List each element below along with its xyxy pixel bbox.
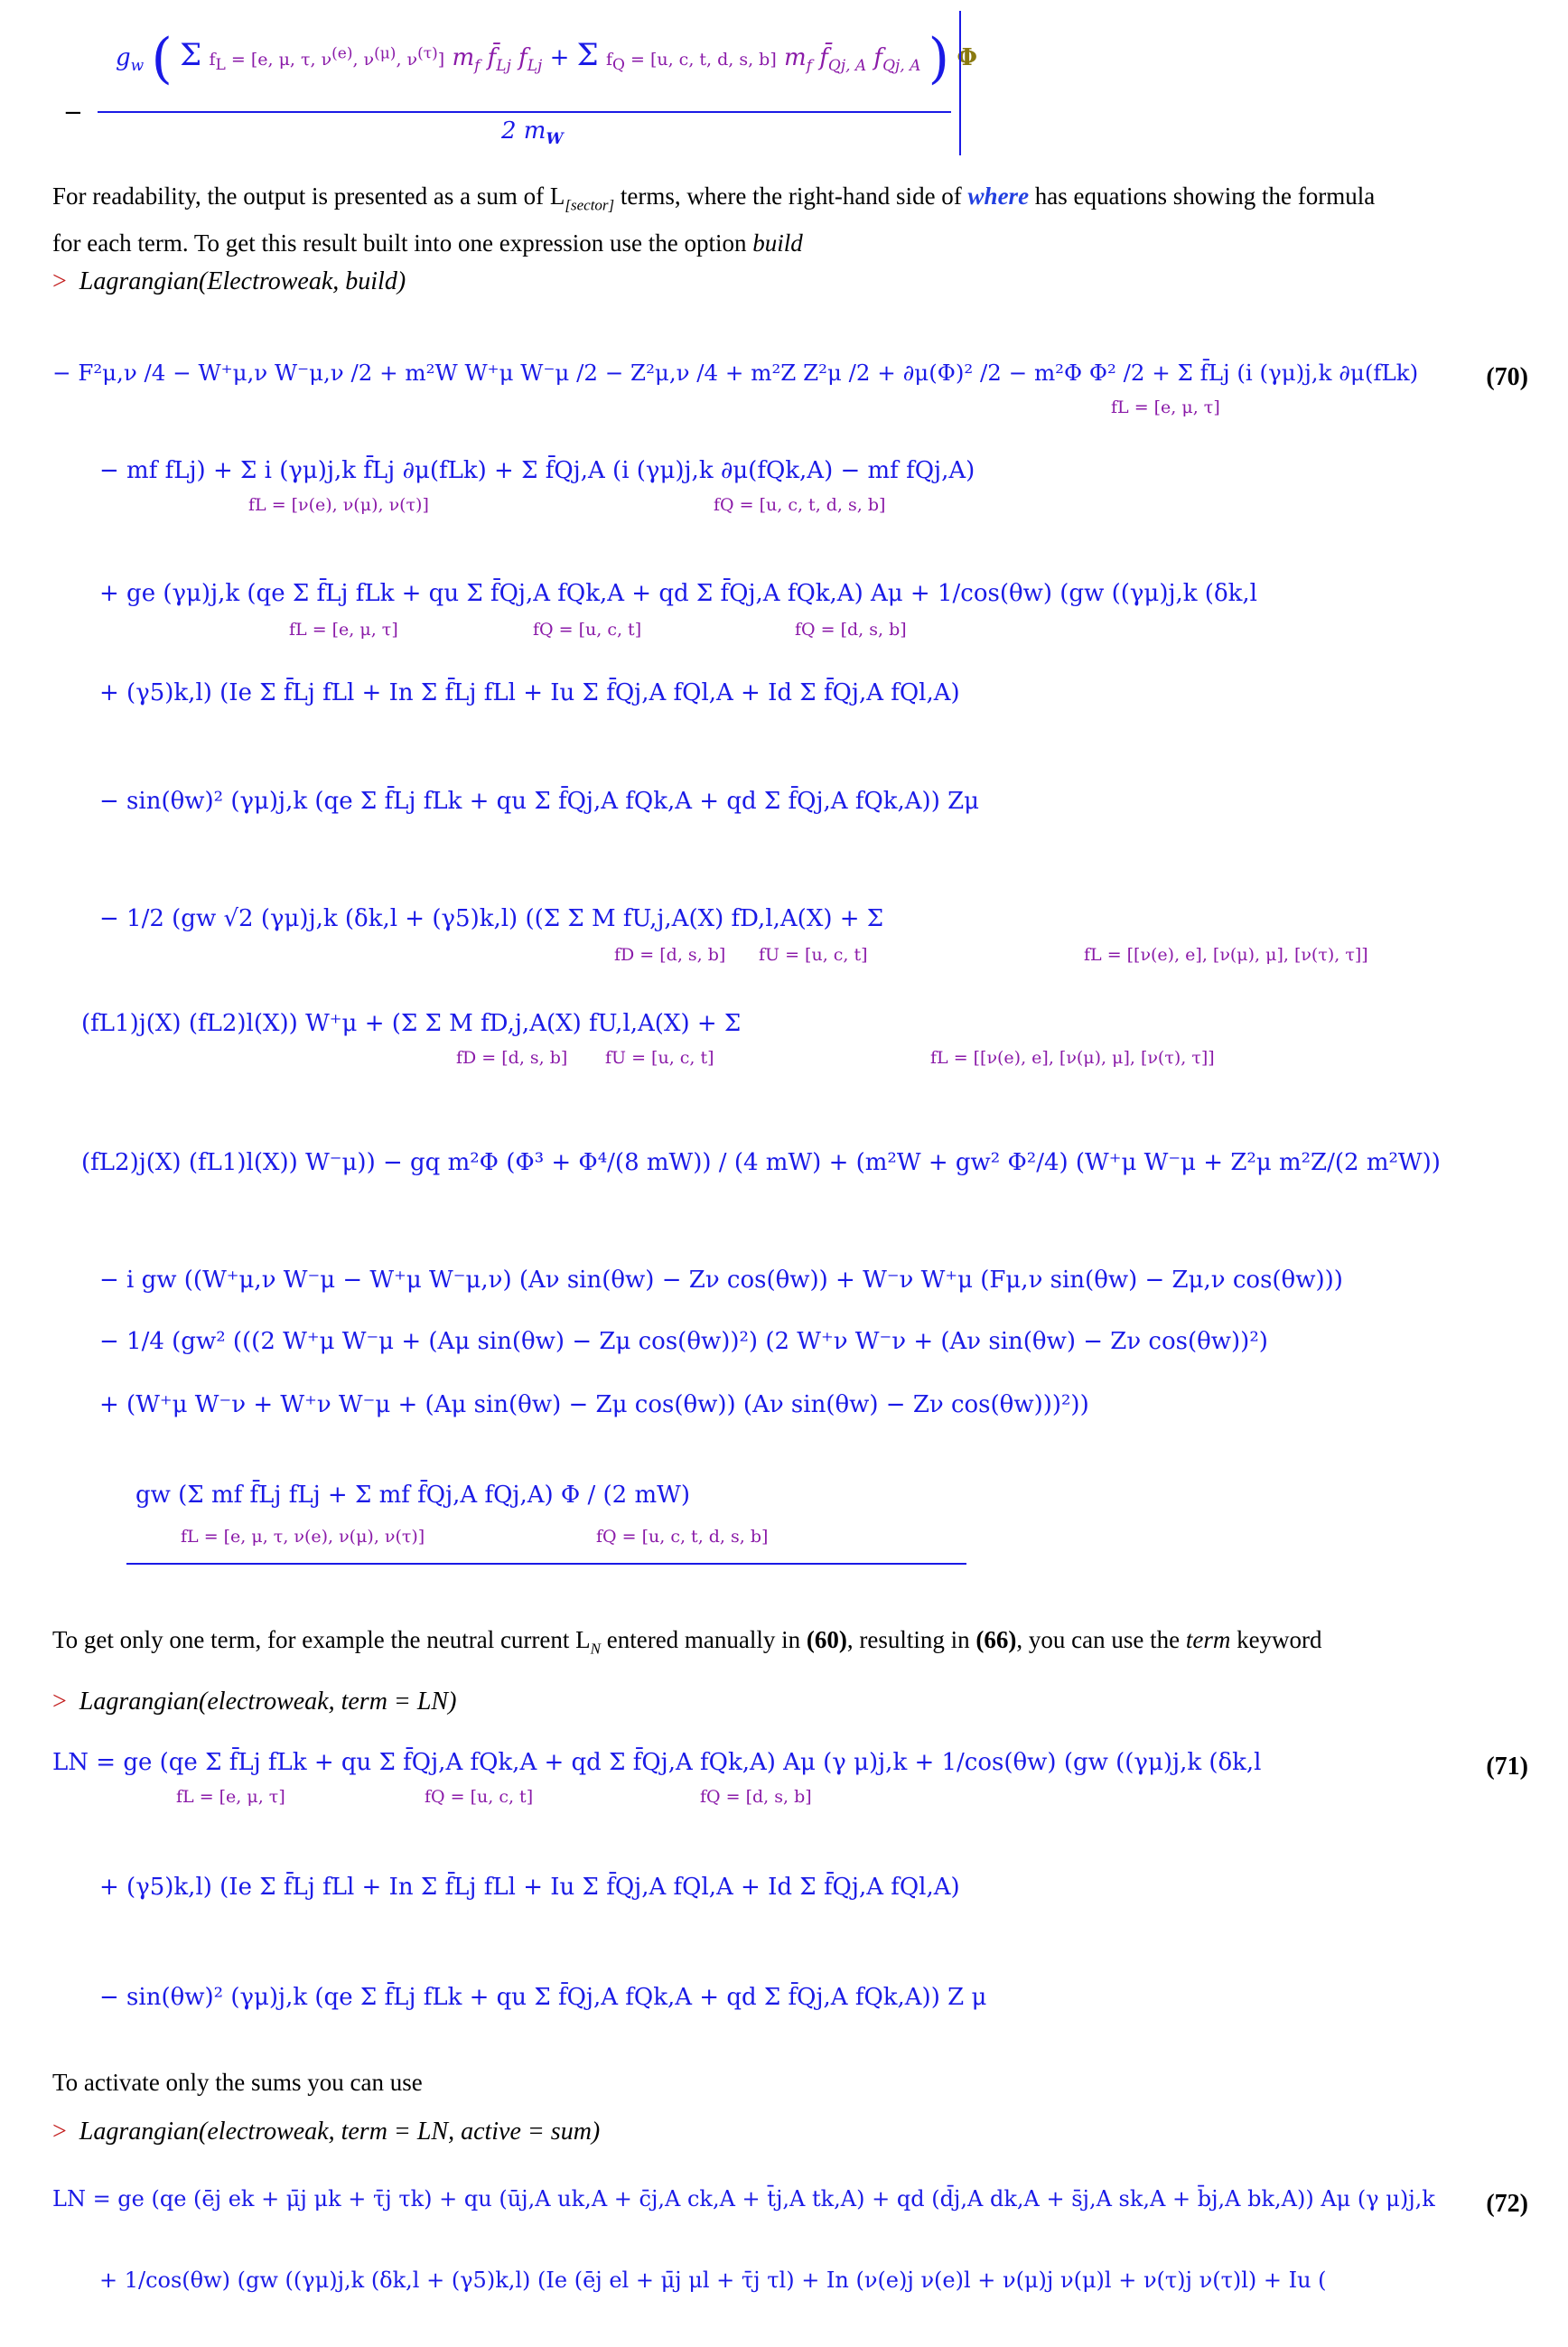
eq70-line-11: + (W⁺μ W⁻ν + W⁺ν W⁻μ + (Aμ sin(θw) − Zμ cos(θw)) (Aν sin(θw) − Zν cos(θw)))²)) [99, 1391, 1089, 1418]
sum-range-all-quarks: fQ = [u, c, t, d, s, b] [596, 1527, 769, 1547]
eq70-line-8: (fL2)j(X) (fL1)l(X)) W⁻μ)) − gq m²Φ (Φ³ + Φ⁴/(8 mW)) / (4 mW) + (m²W + gw² Φ²/4) (W⁺μ W⁻μ + Z²μ m²Z/(2 m²W)) [81, 1149, 1441, 1176]
para2-text-a: To get only one term, for example the neutral current L [52, 1626, 591, 1653]
equation-ref-60[interactable]: (60) [806, 1626, 847, 1653]
eq70-line-9: − i gw ((W⁺μ,ν W⁻μ − W⁺μ W⁻μ,ν) (Aν sin(θw) − Zν cos(θw)) + W⁻ν W⁺μ (Fμ,ν sin(θw) − Zμ,ν cos(θw))) [99, 1267, 1343, 1294]
keyword-build: build [752, 229, 803, 257]
sum-range-pairs-2: fL = [[ν(e), e], [ν(μ), μ], [ν(τ), τ]] [930, 1048, 1215, 1068]
eq70-line-12: gw (Σ mf f̄Lj fLj + Σ mf f̄Qj,A fQj,A) Φ / (2 mW) [135, 1482, 690, 1509]
eq70-line-4: + (γ5)k,l) (Ie Σ f̄Lj fLl + In Σ f̄Lj fLl + Iu Σ f̄Qj,A fQl,A + Id Σ f̄Qj,A fQl,A) [99, 679, 960, 706]
command-line-2[interactable] [52, 1688, 456, 1716]
sum-range-neutrinos: fL = [ν(e), ν(μ), ν(τ)] [248, 495, 429, 515]
command-text[interactable]: Lagrangian(electroweak, term = LN, active = sum) [79, 2118, 601, 2146]
sum-range-leptons: fL = [e, μ, τ] [1111, 397, 1220, 417]
para1-text-c: has equations showing the formula [1029, 182, 1376, 210]
equation-number-70: (70) [1486, 363, 1528, 391]
sum-range-up-71: fQ = [u, c, t] [425, 1787, 534, 1807]
para1-sub: [sector] [565, 196, 615, 214]
eq70-line-5: − sin(θw)² (γμ)j,k (qe Σ f̄Lj fLk + qu Σ f̄Qj,A fQk,A + qd Σ f̄Qj,A fQk,A)) Zμ [99, 788, 980, 815]
top-fraction-bar [98, 111, 951, 113]
para1-text-b: terms, where the right-hand side of [614, 182, 968, 210]
sum-range-fU-2: fU = [u, c, t] [605, 1048, 714, 1068]
sum-range-quarks: fQ = [u, c, t, d, s, b] [714, 495, 886, 515]
equation-number-71: (71) [1486, 1753, 1528, 1781]
sum-range-fU: fU = [u, c, t] [759, 945, 868, 965]
eq72-line-1: LN = ge (qe (ēj ek + μ̄j μk + τ̄j τk) + qu (ūj,A uk,A + c̄j,A ck,A + t̄j,A tk,A) + qd (d̄j,A dk,A + s̄j,A sk,A + b̄j,A bk,A)) Aμ (γ μ)j,k [52, 2186, 1435, 2211]
keyword-term: term [1185, 1626, 1231, 1653]
paragraph-activate-sums [52, 2063, 1516, 2102]
sum-range-pairs: fL = [[ν(e), e], [ν(μ), μ], [ν(τ), τ]] [1084, 945, 1368, 965]
equation-ref-66[interactable]: (66) [975, 1626, 1017, 1653]
eq71-line-1: LN = ge (qe Σ f̄Lj fLk + qu Σ f̄Qj,A fQk,A + qd Σ f̄Qj,A fQk,A) Aμ (γ μ)j,k + 1/cos(θw) (gw ((γμ)j,k (δk,l [52, 1749, 1262, 1776]
top-denominator: 2 $m_W$ [501, 117, 564, 149]
sum-range-fD: fD = [d, s, b] [614, 945, 726, 965]
sum-range-up: fQ = [u, c, t] [533, 620, 642, 640]
command-line-3[interactable] [52, 2118, 600, 2146]
para2-text-c: , resulting in [846, 1626, 976, 1653]
top-numerator: $g_w$ ( Σ $f_L = [e$, μ, τ, $\nu^{(e)}$, $\nu^{(\mu)}$, $\nu^{(\tau)}$] $m_f$ $f̄_{Lj}$ $f_{Lj} + \Sigma$ $f_Q = [u$, c, t, d, s, b] $m_f$ $f̄_{Qj, A}$ $f_{Qj, A}$ ) Φ [116, 27, 977, 90]
paragraph-readability [52, 177, 1516, 263]
eq70-final-fraction-bar [126, 1563, 966, 1565]
eq71-line-2: + (γ5)k,l) (Ie Σ f̄Lj fLl + In Σ f̄Lj fLl + Iu Σ f̄Qj,A fQl,A + Id Σ f̄Qj,A fQl,A) [99, 1874, 960, 1901]
eq70-line-10: − 1/4 (gw² (((2 W⁺μ W⁻μ + (Aμ sin(θw) − Zμ cos(θw))²) (2 W⁺ν W⁻ν + (Aν sin(θw) − Zν cos(θw))²) [99, 1328, 1268, 1355]
top-minus: − [63, 99, 83, 126]
para2-text-b: entered manually in [600, 1626, 807, 1653]
eq71-line-3: − sin(θw)² (γμ)j,k (qe Σ f̄Lj fLk + qu Σ f̄Qj,A fQk,A + qd Σ f̄Qj,A fQk,A)) Z μ [99, 1984, 987, 2011]
eq70-line-3: + ge (γμ)j,k (qe Σ f̄Lj fLk + qu Σ f̄Qj,A fQk,A + qd Σ f̄Qj,A fQk,A) Aμ + 1/cos(θw) (gw ((γμ)j,k (δk,l [99, 580, 1257, 607]
sum-range-leptons-71: fL = [e, μ, τ] [176, 1787, 285, 1807]
para2-sub: N [590, 1640, 601, 1658]
sum-range-down: fQ = [d, s, b] [795, 620, 907, 640]
sum-range-fD-2: fD = [d, s, b] [456, 1048, 568, 1068]
eq70-line-1: − F²μ,ν /4 − W⁺μ,ν W⁻μ,ν /2 + m²W W⁺μ W⁻μ /2 − Z²μ,ν /4 + m²Z Z²μ /2 + ∂μ(Φ)² /2 − m²Φ Φ² /2 + Σ f̄Lj (i (γμ)j,k ∂μ(fLk) [52, 360, 1419, 386]
eq70-line-6: − 1/2 (gw √2 (γμ)j,k (δk,l + (γ5)k,l) ((Σ Σ M fU,j,A(X) fD,l,A(X) + Σ [99, 905, 884, 932]
command-text[interactable]: Lagrangian(Electroweak, build) [79, 267, 406, 295]
keyword-where[interactable]: where [967, 182, 1030, 210]
eq70-line-7: (fL1)j(X) (fL2)l(X)) W⁺μ + (Σ Σ M fD,j,A(X) fU,l,A(X) + Σ [81, 1010, 742, 1037]
prompt-glyph: > [52, 267, 67, 295]
prompt-glyph: > [52, 2118, 67, 2146]
sum-range-all-leptons: fL = [e, μ, τ, ν(e), ν(μ), ν(τ)] [181, 1527, 425, 1547]
para2-text-e: keyword [1230, 1626, 1322, 1653]
para3-text: To activate only the sums you can use [52, 2069, 423, 2096]
command-line-1[interactable] [52, 267, 406, 296]
top-right-bracket [959, 11, 961, 155]
command-text[interactable]: Lagrangian(electroweak, term = LN) [79, 1688, 457, 1716]
prompt-glyph: > [52, 1688, 67, 1716]
para2-text-d: , you can use the [1016, 1626, 1186, 1653]
eq70-line-2: − mf fLj) + Σ i (γμ)j,k f̄Lj ∂μ(fLk) + Σ f̄Qj,A (i (γμ)j,k ∂μ(fQk,A) − mf fQj,A) [99, 457, 975, 484]
equation-number-72: (72) [1486, 2190, 1528, 2218]
sum-range-leptons-2: fL = [e, μ, τ] [289, 620, 398, 640]
para1-text-a: For readability, the output is presented as a sum of L [52, 182, 565, 210]
para1-line2: for each term. To get this result built into one expression use the option [52, 229, 753, 257]
sum-range-down-71: fQ = [d, s, b] [700, 1787, 812, 1807]
eq72-line-2: + 1/cos(θw) (gw ((γμ)j,k (δk,l + (γ5)k,l) (Ie (ēj el + μ̄j μl + τ̄j τl) + In (ν(e)j ν(e)l + ν(μ)j ν(μ)l + ν(τ)j ν(τ)l) + Iu ( [99, 2268, 1327, 2293]
paragraph-one-term [52, 1621, 1516, 1668]
